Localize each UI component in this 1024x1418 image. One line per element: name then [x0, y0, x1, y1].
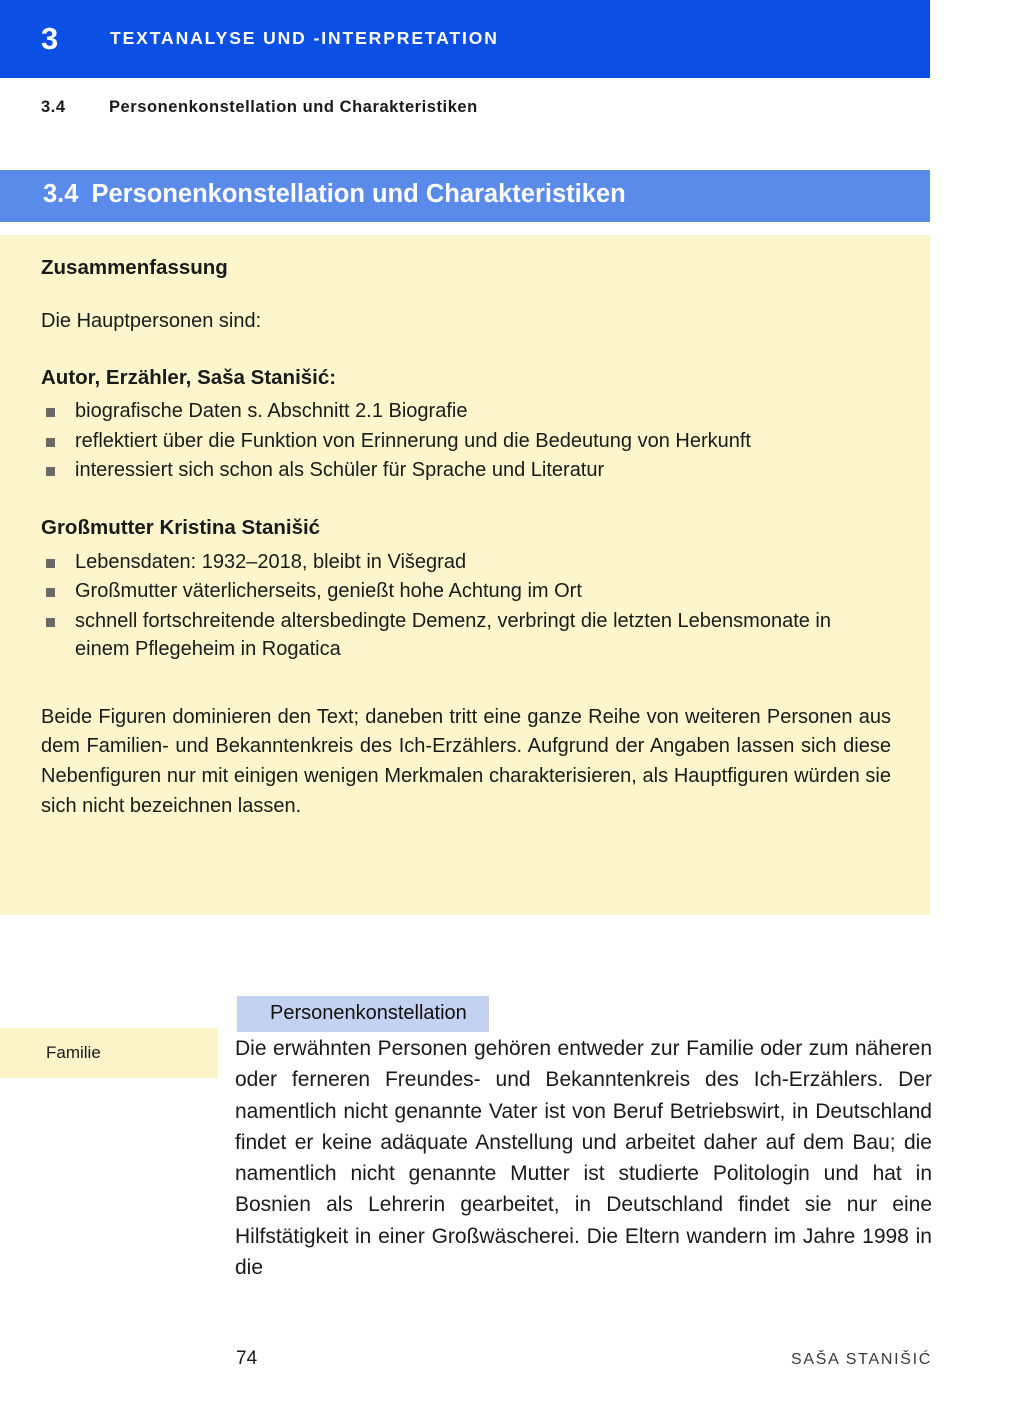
- chapter-running-head-bar: [0, 0, 930, 78]
- page-number: 74: [236, 1348, 258, 1369]
- list-item: [41, 456, 889, 484]
- chapter-number: 3: [41, 20, 59, 56]
- list-item: [41, 548, 889, 576]
- square-bullet-icon: [46, 467, 55, 476]
- square-bullet-icon: [46, 559, 55, 568]
- square-bullet-icon: [46, 438, 55, 447]
- list-item: [41, 577, 889, 605]
- person-group-autor: [41, 365, 889, 485]
- section-heading: [43, 182, 626, 208]
- person-group-heading: Autor, Erzähler, Saša Stanišić:: [41, 365, 337, 389]
- person-bullet-list: [41, 397, 889, 484]
- breadcrumb: [41, 98, 478, 117]
- list-item: [41, 397, 889, 425]
- list-item-text: reflektiert über die Funktion von Erinnerung und die Bedeutung von Herkunft: [75, 429, 751, 452]
- person-bullet-list: [41, 548, 889, 664]
- margin-note-label: Familie: [46, 1043, 101, 1063]
- breadcrumb-number: 3.4: [41, 98, 66, 116]
- footer-running-title: SAŠA STANIŠIĆ: [791, 1351, 932, 1368]
- person-group-grossmutter: [41, 515, 889, 663]
- margin-note-familie: [0, 1028, 218, 1078]
- section-header-bar: [0, 170, 930, 222]
- chapter-title: TEXTANALYSE UND -INTERPRETATION: [110, 27, 499, 48]
- body-paragraph: Die erwähnten Personen gehören entweder zur Familie oder zum näheren oder ferneren Freundes- und Bekanntenkreis des Ich-Erzählers. Der namentlich nicht genannte Vater ist von Beruf Betriebswirt, in Deutschland findet er keine adäquate Anstellung und arbeitet daher auf dem Bau; die namentlich nicht genannte Mutter ist studierte Politologin und hat in Bosnien als Lehrerin gearbeitet, in Deutschland findet sie nur eine Hilfstätigkeit in einer Großwäscherei. Die Eltern wandern im Jahre 1998 in die: [235, 1037, 932, 1279]
- section-title-text: Personenkonstellation und Charakteristiken: [91, 180, 626, 209]
- square-bullet-icon: [46, 588, 55, 597]
- person-group-heading: Großmutter Kristina Stanišić: [41, 516, 321, 540]
- list-item-text: schnell fortschreitende altersbedingte Demenz, verbringt die letzten Lebensmonate in einem Pflegeheim in Rogatica: [75, 609, 831, 661]
- summary-box: [0, 235, 930, 915]
- summary-closing-paragraph: Beide Figuren dominieren den Text; daneben tritt eine ganze Reihe von weiteren Personen aus dem Familien- und Bekanntenkreis des Ich-Erzählers. Aufgrund der Angaben lassen sich diese Nebenfiguren nur mit einigen wenigen Merkmalen charakterisieren, als Hauptfiguren würden sie sich nicht bezeichnen lassen.: [41, 705, 891, 818]
- list-item: [41, 427, 889, 455]
- breadcrumb-title: Personenkonstellation und Charakteristiken: [109, 98, 478, 116]
- list-item-text: biografische Daten s. Abschnitt 2.1 Biografie: [75, 400, 468, 423]
- summary-lead: Die Hauptpersonen sind:: [41, 309, 262, 332]
- summary-heading: Zusammenfassung: [41, 256, 228, 279]
- square-bullet-icon: [46, 618, 55, 627]
- list-item-text: interessiert sich schon als Schüler für Sprache und Literatur: [75, 459, 605, 482]
- square-bullet-icon: [46, 408, 55, 417]
- list-item-text: Lebensdaten: 1932–2018, bleibt in Višegrad: [75, 551, 467, 574]
- section-number: 3.4: [43, 180, 79, 209]
- keyword-chip-personenkonstellation: Personenkonstellation: [237, 996, 489, 1032]
- list-item-text: Großmutter väterlicherseits, genießt hohe Achtung im Ort: [75, 580, 582, 603]
- list-item: [41, 607, 889, 664]
- main-body-column: [235, 1033, 932, 1283]
